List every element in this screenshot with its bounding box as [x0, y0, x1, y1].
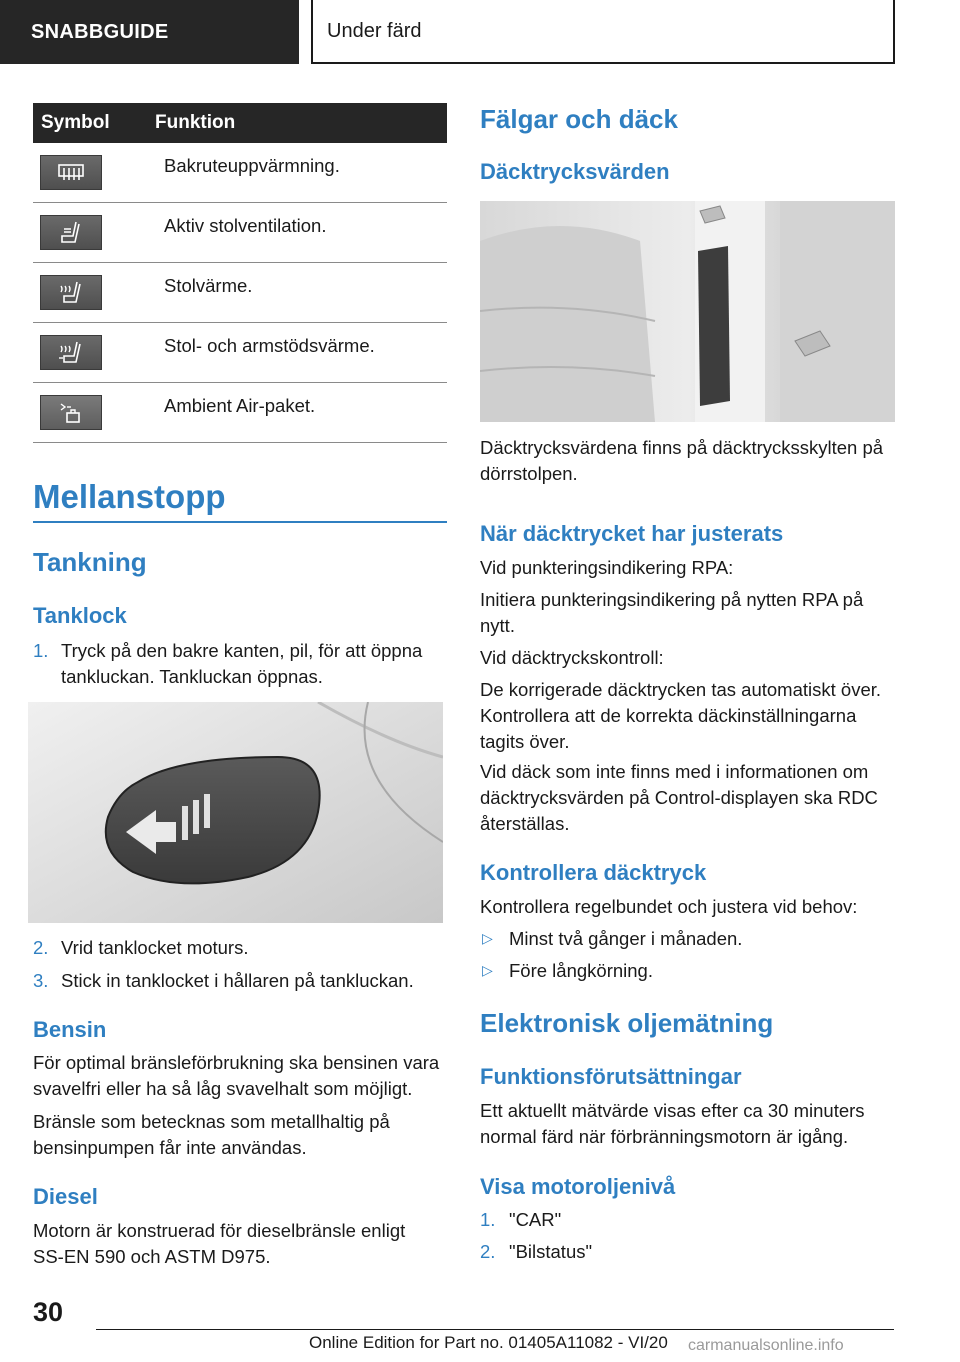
paragraph: Ett aktuellt mätvärde visas efter ca 30 minuters normal färd när förbränningsmotorn är igång. — [480, 1100, 865, 1147]
heading-funktionsforutsattningar: Funktionsförutsättningar — [480, 1064, 742, 1089]
title-rule — [33, 521, 447, 523]
table-header — [33, 103, 447, 143]
paragraph: Vid punkteringsindikering RPA: — [480, 557, 734, 578]
function-text: Bakruteuppvärmning. — [164, 155, 340, 176]
paragraph: Initiera punkteringsindikering på nytten RPA på nytt. — [480, 589, 864, 636]
table-row — [33, 263, 447, 323]
step-text: Tryck på den bakre kanten, pil, för att öppna tankluckan. Tankluckan öppnas. — [61, 640, 423, 687]
step-text: Stick in tanklocket i hållaren på tankluckan. — [61, 970, 414, 991]
table-row — [33, 143, 447, 203]
list-item: Minst två gånger i månaden. — [509, 928, 743, 949]
paragraph: Bränsle som betecknas som metallhaltig på bensinpumpen får inte användas. — [33, 1111, 390, 1158]
heading-dacktrycksvarden: Däcktrycksvärden — [480, 159, 670, 184]
function-text: Stol- och armstödsvärme. — [164, 335, 375, 356]
seat-armrest-heating-icon — [40, 335, 102, 370]
heading-visa-motoroljeniva: Visa motoroljenivå — [480, 1174, 676, 1199]
rear-window-defrost-icon — [40, 155, 102, 190]
table-row — [33, 383, 447, 443]
function-text: Ambient Air-paket. — [164, 395, 316, 416]
column-header-function: Funktion — [155, 112, 236, 133]
table-row — [33, 323, 447, 383]
bullet-triangle-icon: ▷ — [482, 962, 493, 978]
chapter-label: Under färd — [327, 19, 422, 42]
bullet-triangle-icon: ▷ — [482, 930, 493, 946]
step-number: 2. — [480, 1241, 496, 1262]
paragraph: Kontrollera regelbundet och justera vid behov: — [480, 896, 858, 917]
heading-kontrollera: Kontrollera däcktryck — [480, 860, 707, 885]
heading-nar-dacktrycket: När däcktrycket har justerats — [480, 521, 784, 546]
watermark: carmanualsonline.info — [688, 1337, 844, 1354]
heading-diesel: Diesel — [33, 1184, 98, 1209]
paragraph: Vid däck som inte finns med i informationen om däcktrycksvärden på Control-displayen ska RDC återställas. — [480, 761, 878, 834]
footer-edition: Online Edition for Part no. 01405A11082 - VI/20 — [309, 1333, 668, 1352]
step-number: 1. — [33, 640, 49, 661]
door-pillar-image — [480, 201, 895, 422]
seat-ventilation-icon — [40, 215, 102, 250]
paragraph: Vid däcktryckskontroll: — [480, 647, 664, 668]
table-row — [33, 203, 447, 263]
step-text: "CAR" — [509, 1209, 562, 1230]
heading-bensin: Bensin — [33, 1017, 107, 1042]
section-tab — [0, 0, 299, 64]
heading-falgar: Fälgar och däck — [480, 104, 678, 134]
chapter-tab — [311, 0, 895, 64]
paragraph: För optimal bränsleförbrukning ska bensinen vara svavelfri eller ha så låg svavelhalt som möjligt. — [33, 1052, 440, 1099]
page-number: 30 — [33, 1297, 64, 1327]
heading-oljematning: Elektronisk oljemätning — [480, 1008, 774, 1038]
symbol-table — [33, 103, 447, 443]
paragraph: Motorn är konstruerad för dieselbränsle enligt SS-EN 590 och ASTM D975. — [33, 1220, 406, 1267]
function-text: Stolvärme. — [164, 275, 253, 296]
function-text: Aktiv stolventilation. — [164, 215, 327, 236]
column-header-symbol: Symbol — [41, 112, 110, 133]
section-title: Mellanstopp — [33, 478, 226, 515]
step-text: Vrid tanklocket moturs. — [61, 937, 249, 958]
heading-tankning: Tankning — [33, 547, 147, 577]
step-text: "Bilstatus" — [509, 1241, 593, 1262]
heading-tanklock: Tanklock — [33, 603, 127, 628]
step-number: 1. — [480, 1209, 496, 1230]
ambient-air-icon — [40, 395, 102, 430]
step-number: 3. — [33, 970, 49, 991]
seat-heating-icon — [40, 275, 102, 310]
paragraph: De korrigerade däcktrycken tas automatiskt över. Kontrollera att de korrekta däckinställningarna tagits över. — [480, 679, 882, 752]
fuel-flap-image — [28, 702, 443, 923]
list-item: Före långkörning. — [509, 960, 653, 981]
paragraph: Däcktrycksvärdena finns på däcktrycksskylten på dörrstolpen. — [480, 437, 884, 484]
footer-rule — [96, 1329, 894, 1330]
section-label: SNABBGUIDE — [31, 20, 169, 43]
step-number: 2. — [33, 937, 49, 958]
